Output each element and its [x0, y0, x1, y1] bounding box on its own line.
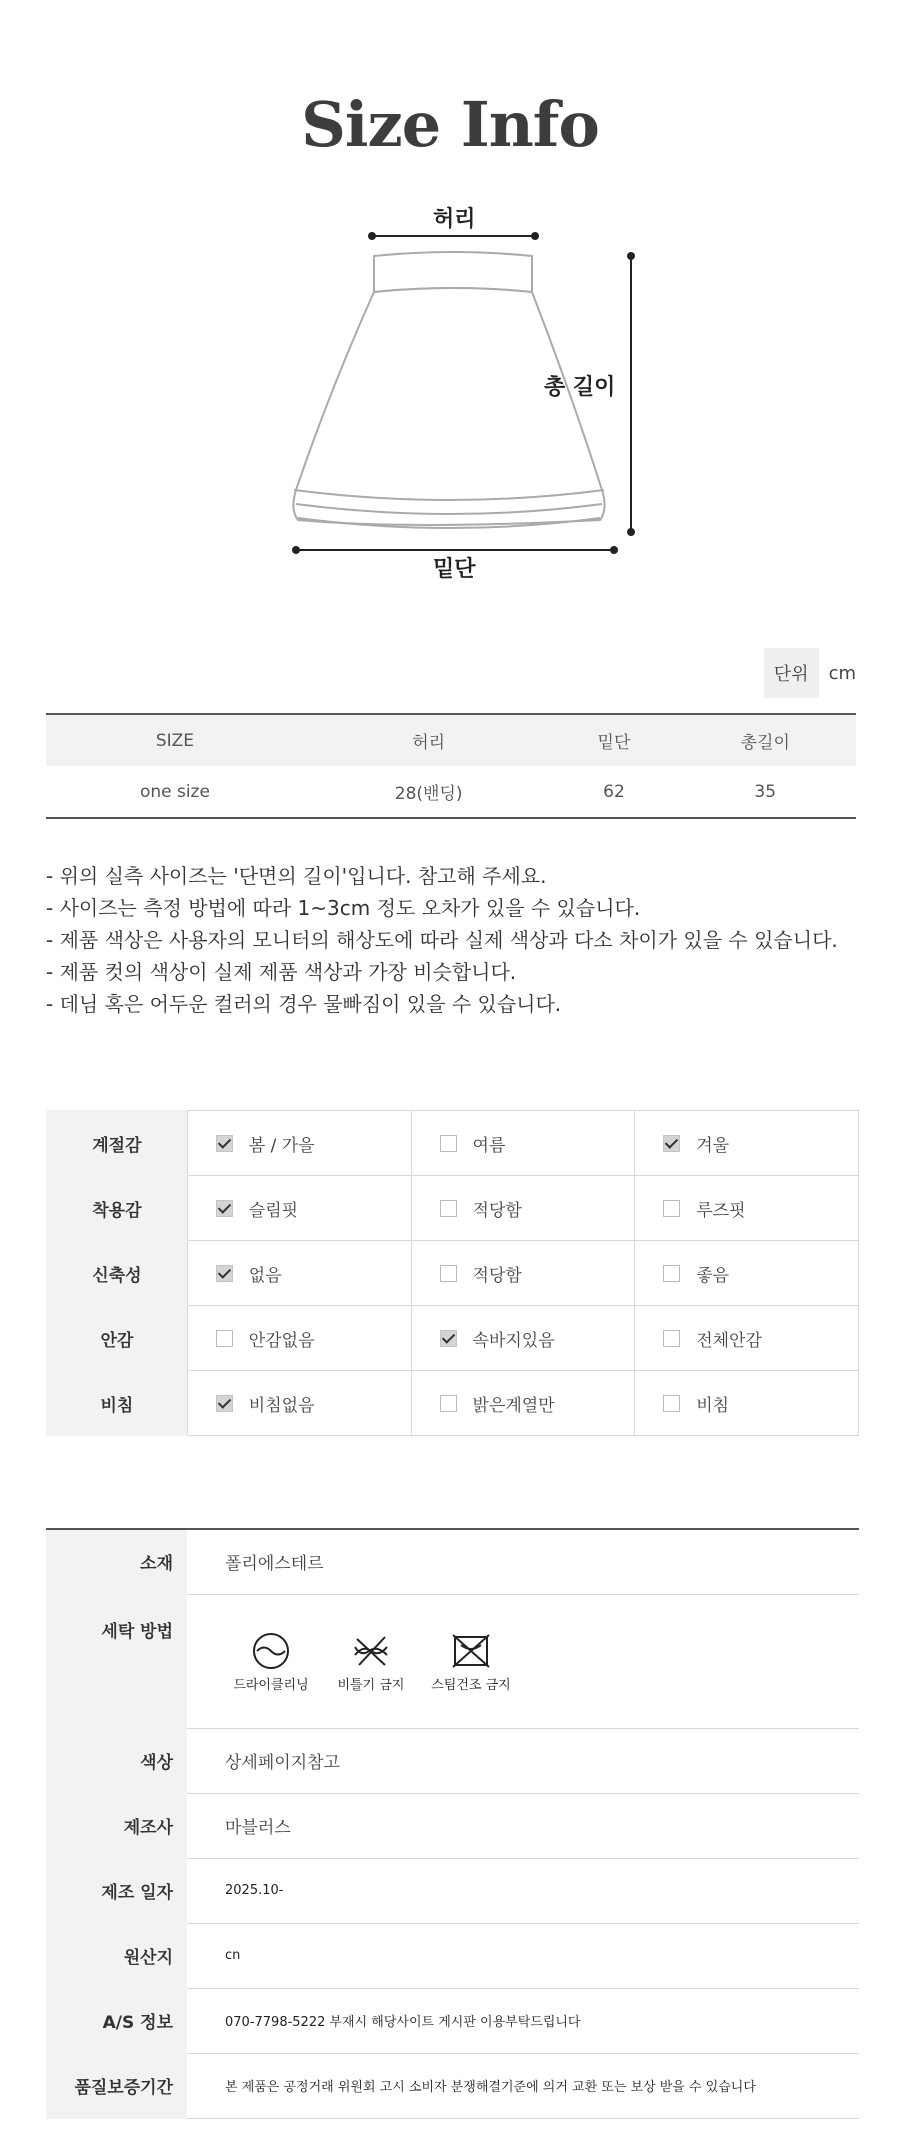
feature-option: [411, 1176, 635, 1241]
no-wringing-icon: [349, 1631, 393, 1671]
unchecked-checkbox-icon: [440, 1135, 457, 1152]
feature-row: [47, 1176, 859, 1241]
feature-row-label: 안감: [47, 1306, 188, 1371]
feature-option-label: 여름: [472, 1135, 506, 1156]
wash-item-label: 드라이클리닝: [233, 1677, 309, 1693]
unchecked-checkbox-icon: [663, 1395, 680, 1412]
feature-option-label: 루즈핏: [696, 1200, 746, 1221]
info-row-material: [46, 1529, 859, 1594]
info-label: 제조 일자: [46, 1858, 187, 1923]
feature-option-label: 적당함: [472, 1200, 522, 1221]
feature-option-label: 전체안감: [696, 1330, 762, 1351]
unchecked-checkbox-icon: [663, 1200, 680, 1217]
wash-item: [325, 1631, 417, 1695]
info-row-maker: [46, 1793, 859, 1858]
feature-option-label: 안감없음: [248, 1330, 315, 1351]
checked-checkbox-icon: [216, 1200, 233, 1217]
length-label: 총 길이: [544, 375, 616, 400]
unchecked-checkbox-icon: [440, 1200, 457, 1217]
info-label: 제조사: [46, 1793, 187, 1858]
feature-option: [635, 1371, 859, 1436]
unit-value: cm: [828, 662, 856, 684]
feature-option: [187, 1371, 411, 1436]
feature-row-label: 계절감: [47, 1111, 188, 1176]
info-row-washing: [46, 1594, 859, 1728]
size-table-header: [46, 714, 856, 766]
unit-indicator: [764, 648, 856, 698]
waist-label: 허리: [433, 207, 476, 232]
feature-option: [411, 1371, 635, 1436]
feature-table: [46, 1110, 859, 1436]
size-diagram: [250, 190, 670, 590]
feature-option-label: 봄 / 가을: [248, 1135, 315, 1156]
info-label: 세탁 방법: [46, 1594, 187, 1728]
feature-option: [187, 1241, 411, 1306]
unchecked-checkbox-icon: [663, 1265, 680, 1282]
note-line: - 위의 실측 사이즈는 '단면의 길이'입니다. 참고해 주세요.: [46, 864, 547, 888]
feature-option-label: 비침없음: [248, 1395, 315, 1416]
header-cell: SIZE: [155, 730, 195, 751]
unchecked-checkbox-icon: [663, 1330, 680, 1347]
header-cell: 총길이: [740, 733, 790, 753]
wash-item-label: 비틀기 금지: [337, 1677, 405, 1693]
info-label: 색상: [46, 1728, 187, 1793]
wash-icon-list: [225, 1595, 859, 1695]
table-cell: 35: [754, 781, 777, 802]
feature-option-label: 밝은계열만: [472, 1395, 555, 1416]
feature-option: [411, 1111, 635, 1176]
note-line: - 제품 색상은 사용자의 모니터의 해상도에 따라 실제 색상과 다소 차이가 있을 수 있습니다.: [46, 928, 838, 952]
size-table: [46, 713, 856, 819]
info-label: 품질보증기간: [46, 2053, 187, 2118]
unchecked-checkbox-icon: [440, 1265, 457, 1282]
note-line: - 사이즈는 측정 방법에 따라 1~3cm 정도 오차가 있을 수 있습니다.: [46, 896, 641, 920]
feature-option: [411, 1241, 635, 1306]
feature-option-label: 적당함: [472, 1265, 522, 1286]
unchecked-checkbox-icon: [216, 1330, 233, 1347]
info-label: A/S 정보: [46, 1988, 187, 2053]
dry-cleaning-icon: [251, 1631, 291, 1671]
unchecked-checkbox-icon: [440, 1395, 457, 1412]
product-info-table: [46, 1528, 859, 2119]
wash-item: [225, 1631, 317, 1695]
info-value: 상세페이지참고: [187, 1728, 859, 1793]
checked-checkbox-icon: [216, 1395, 233, 1412]
info-row-color: [46, 1728, 859, 1793]
feature-option: [635, 1306, 859, 1371]
info-row-as: [46, 1988, 859, 2053]
info-row-date: [46, 1858, 859, 1923]
checked-checkbox-icon: [216, 1135, 233, 1152]
info-row-warranty: [46, 2053, 859, 2118]
feature-option: [635, 1111, 859, 1176]
table-cell: 62: [603, 781, 625, 802]
header-cell: 허리: [412, 733, 446, 753]
table-cell: one size: [139, 781, 210, 802]
feature-row: [47, 1306, 859, 1371]
note-line: - 데님 혹은 어두운 컬러의 경우 물빠짐이 있을 수 있습니다.: [46, 992, 562, 1016]
wash-item-label: 스팀건조 금지: [431, 1677, 511, 1693]
checked-checkbox-icon: [216, 1265, 233, 1282]
header-cell: 밑단: [597, 733, 631, 753]
feature-option-label: 속바지있음: [472, 1330, 555, 1351]
feature-option: [187, 1176, 411, 1241]
feature-option-label: 겨울: [696, 1135, 730, 1156]
feature-row-label: 신축성: [47, 1241, 188, 1306]
feature-option: [187, 1111, 411, 1176]
feature-row: [47, 1241, 859, 1306]
page-title: Size Info: [301, 88, 599, 161]
feature-option-label: 슬림핏: [248, 1200, 299, 1221]
table-cell: 28(밴딩): [394, 784, 463, 804]
feature-option: [187, 1306, 411, 1371]
info-value: 070-7798-5222 부재시 해당사이트 게시판 이용부탁드립니다: [187, 1988, 859, 2053]
feature-row-label: 착용감: [47, 1176, 188, 1241]
info-value: [187, 1594, 859, 1728]
wash-item: [425, 1631, 517, 1695]
info-value: 폴리에스테르: [187, 1529, 859, 1594]
info-row-origin: [46, 1923, 859, 1988]
info-value: 본 제품은 공정거래 위원회 고시 소비자 분쟁해결기준에 의거 교환 또는 보상 받을 수 있습니다: [187, 2053, 859, 2118]
note-line: - 제품 컷의 색상이 실제 제품 색상과 가장 비슷합니다.: [46, 960, 517, 984]
feature-option: [635, 1241, 859, 1306]
checked-checkbox-icon: [440, 1330, 457, 1347]
hem-label: 밑단: [433, 557, 476, 582]
info-label: 원산지: [46, 1923, 187, 1988]
info-label: 소재: [46, 1529, 187, 1594]
feature-option: [411, 1306, 635, 1371]
unit-label: 단위: [764, 648, 819, 698]
feature-option-label: 좋음: [696, 1265, 730, 1286]
feature-row: [47, 1371, 859, 1436]
info-value: 마블러스: [187, 1793, 859, 1858]
table-row: [46, 766, 856, 818]
feature-option: [635, 1176, 859, 1241]
feature-row: [47, 1111, 859, 1176]
info-value: cn: [187, 1923, 859, 1988]
feature-option-label: 비침: [696, 1395, 730, 1416]
no-steam-dry-icon: [449, 1631, 493, 1671]
size-notes: [46, 860, 838, 1020]
feature-option-label: 없음: [248, 1265, 282, 1286]
info-value: 2025.10-: [187, 1858, 859, 1923]
feature-row-label: 비침: [47, 1371, 188, 1436]
checked-checkbox-icon: [663, 1135, 680, 1152]
